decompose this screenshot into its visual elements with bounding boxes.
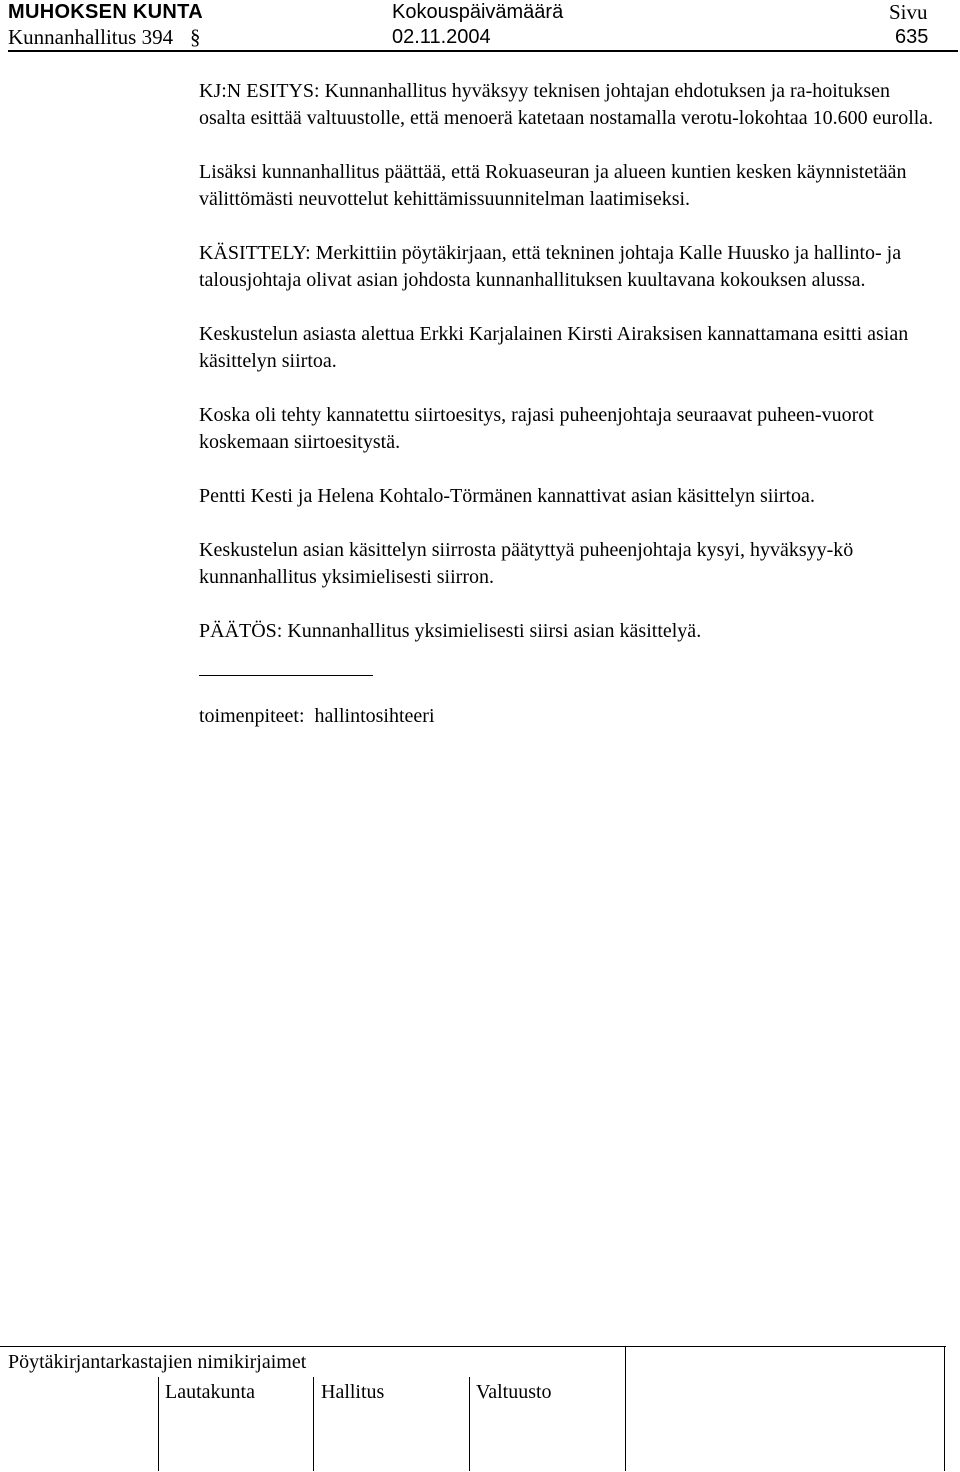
- body-paragraph: Keskustelun asian käsittelyn siirrosta päätyttyä puheenjohtaja kysyi, hyväksyy-kö kunnanhallitus yksimielisesti siirron.: [199, 539, 854, 588]
- body-paragraph: Keskustelun asiasta alettua Erkki Karjalainen Kirsti Airaksisen kannattamana esitti asian käsittelyn siirtoa.: [199, 323, 909, 372]
- actions-value: hallintosihteeri: [314, 705, 435, 727]
- page-label: Sivu: [889, 0, 928, 24]
- header-divider: [8, 50, 958, 52]
- minutes-body: [199, 78, 939, 757]
- decision-paragraph: PÄÄTÖS: Kunnanhallitus yksimielisesti siirsi asian käsittelyä.: [199, 620, 702, 642]
- column-divider: [469, 1377, 470, 1471]
- signature-column-hallitus: Hallitus: [321, 1381, 385, 1403]
- actions-line: [199, 703, 939, 730]
- board-reference: Kunnanhallitus 394: [8, 25, 174, 49]
- handling-paragraph: KÄSITTELY: Merkittiin pöytäkirjaan, että tekninen johtaja Kalle Huusko ja hallinto- ja talousjohtaja olivat asian johdosta kunnanhallituksen kuultavana kokouksen alussa.: [199, 242, 902, 291]
- body-paragraph: Koska oli tehty kannatettu siirtoesitys, rajasi puheenjohtaja seuraavat puheen-vuorot koskemaan siirtoesitystä.: [199, 404, 874, 453]
- municipality-name: MUHOKSEN KUNTA: [8, 1, 203, 23]
- body-paragraph: Pentti Kesti ja Helena Kohtalo-Törmänen kannattivat asian käsittelyn siirtoa.: [199, 485, 815, 507]
- separator-line: [199, 675, 373, 676]
- proposal-paragraph: KJ:N ESITYS: Kunnanhallitus hyväksyy teknisen johtajan ehdotuksen ja ra-hoituksen osalta esittää valtuustolle, että menoerä katetaan nostamalla verotu-lokohtaa 10.600 eurolla.: [199, 80, 934, 129]
- document-header-bottom: [0, 25, 960, 53]
- column-divider: [313, 1377, 314, 1471]
- signature-table: [0, 1346, 946, 1471]
- signature-column-lautakunta: Lautakunta: [165, 1381, 255, 1403]
- body-paragraph: Lisäksi kunnanhallitus päättää, että Rokuaseuran ja alueen kuntien kesken käynnistetään välittömästi neuvottelut kehittämissuunnitelman laatimiseksi.: [199, 161, 907, 210]
- table-right-border: [944, 1347, 945, 1471]
- meeting-date: 02.11.2004: [392, 26, 491, 48]
- section-sign-icon: §: [190, 25, 201, 49]
- page-number: 635: [895, 26, 929, 48]
- column-divider: [158, 1377, 159, 1471]
- signature-table-title: Pöytäkirjantarkastajien nimikirjaimet: [8, 1351, 307, 1373]
- signature-column-valtuusto: Valtuusto: [476, 1381, 552, 1403]
- meeting-date-label: Kokouspäivämäärä: [392, 1, 564, 23]
- document-header-top: [0, 0, 960, 28]
- column-divider: [625, 1347, 626, 1471]
- actions-label: toimenpiteet:: [199, 705, 305, 727]
